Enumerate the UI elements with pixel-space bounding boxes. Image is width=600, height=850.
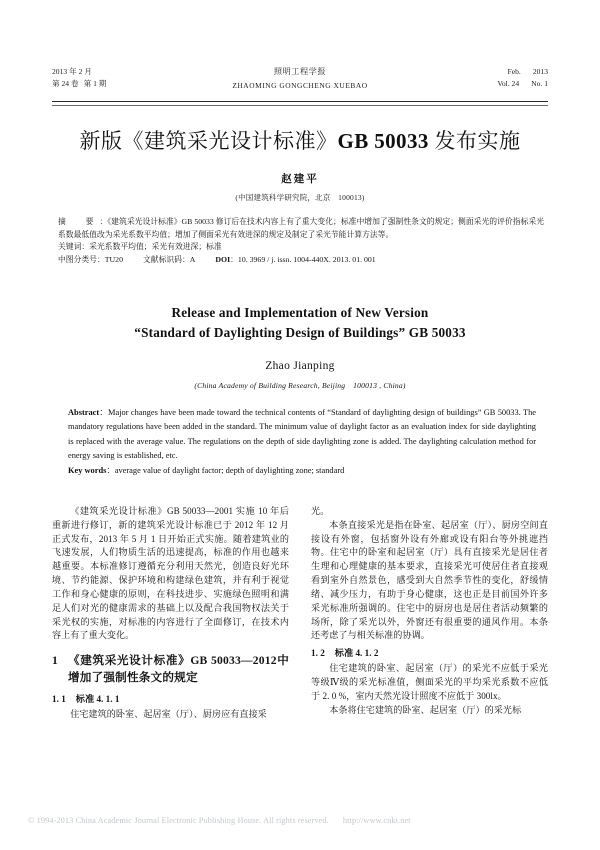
doi-value: ：10. 3969 / j. issn. 1004-440X. 2013. 01. 001	[230, 254, 376, 264]
section-title-1-code: GB 50033—2012	[190, 654, 277, 668]
body-column-left	[52, 505, 289, 795]
year-en: 2013	[532, 67, 548, 76]
author-en: Zhao Jianping	[265, 360, 335, 372]
keywords-label-cn: 关键词	[58, 242, 82, 252]
abstract-block-cn	[58, 216, 544, 267]
doc-code-label: 文献标识码	[142, 254, 182, 264]
title-en-line1: Release and Implementation of New Version	[171, 305, 429, 320]
keywords-cn	[58, 241, 544, 254]
journal-name-cn: 照明工程学报	[273, 67, 327, 76]
paragraph-1-1-body: 住宅建筑的卧室、起居室（厅）、厨房应有直接采	[70, 709, 267, 720]
footer-watermark	[28, 816, 572, 825]
title-cn-prefix: 新版《建筑采光设计标准》	[79, 129, 338, 153]
article-title-en	[52, 303, 548, 344]
subsection-heading-1-2	[311, 647, 548, 661]
keywords-text-cn: ：采光系数平均值；采光有效进深；标准	[81, 242, 222, 252]
issue-date: 2013 年 2 月	[52, 67, 92, 76]
affiliation-cn: (中国建筑科学研究院，北京 100013)	[235, 193, 365, 202]
paragraph-explanation-1-1: 本条直接采光是指在卧室、起居室（厅）、厨房空间直接设有外窗，包括窗外设有外廊或设有阳台等外挑遮挡物。住宅中的卧室和起居室（厅）具有直接采光是居住者生理和心理健康的基本要求，直接采光可使居住者直接观看到室外自然景色，感受到大自然季节性的变化，舒缓情绪、减少压力，有助于身心健康，这也正是目前国外许多采光标准所强调的。住宅中的厨房也是居住者活动频繁的场所，除了采光以外，外窗还有很重要的通风作用。本条还考虑了与相关标准的协调。	[311, 519, 548, 641]
section-number-1: 1	[52, 654, 58, 668]
header-rule	[52, 101, 548, 106]
doc-code-value: ：A	[181, 254, 196, 264]
month-en: Feb.	[507, 67, 521, 76]
title-cn-standard-code: GB 50033	[337, 129, 429, 153]
section-title-1-post: 中增加了强制性条文的规定	[68, 654, 289, 684]
subsection-heading-1-1	[52, 693, 289, 707]
issue-en: No. 1	[531, 78, 548, 88]
abstract-block-en	[68, 406, 536, 478]
running-head	[52, 66, 548, 92]
body-columns	[52, 505, 548, 795]
affiliation-en: (China Academy of Building Research, Beijing 100013 , China)	[194, 381, 406, 390]
abstract-label-en: Abstract	[68, 408, 100, 417]
running-head-left	[52, 66, 182, 90]
title-cn-suffix: 发布实施	[434, 129, 521, 153]
paragraph-intro: 《建筑采光设计标准》GB 50033—2001 实施 10 年后重新进行修订，新的建筑采光设计标准已于 2012 年 12 月正式发布，2013 年 5 月 1 日开始正式实施。随着建筑业的飞速发展，人们物质生活的迅速提高，标准的作用也越来越重要。本标准修订遵循充分利用天然光，创造良好光环境、节约能源、保护环境和构建绿色建筑，并有利于视觉工作和身心健康的原则，在科技进步、实施绿色照明和满足人们对光的健康需求的基础上以及配合我国物权法关于采光权的实施，对标准的内容进行了全面修订，在技术内容上有了重大变化。	[52, 506, 289, 641]
volume-issue-cn	[52, 78, 182, 90]
subsection-number-1-1: 1. 1	[52, 694, 66, 705]
running-head-center	[182, 66, 418, 92]
paragraph-explanation-1-2: 本条将住宅建筑的卧室、起居室（厅）的采光标	[329, 704, 522, 715]
copyright-text: © 1994-2013 China Academic Journal Electronic Publishing House. All rights reserved.	[28, 816, 329, 825]
running-head-right	[418, 66, 548, 90]
classification-row-cn	[58, 254, 544, 267]
journal-name-pinyin: ZHAOMING GONGCHENG XUEBAO	[232, 81, 368, 91]
doi-label: DOI	[215, 254, 231, 264]
paragraph-continuation: 光。	[311, 506, 330, 516]
subsection-title-1-2: 标准 4. 1. 2	[334, 648, 379, 659]
article-title-cn	[52, 128, 548, 155]
section-title-1-pre: 《建筑采光设计标准》	[68, 654, 191, 668]
clc-value: ：TU20	[96, 254, 123, 264]
subsection-number-1-2: 1. 2	[311, 648, 325, 659]
abstract-label-cn: 摘 要	[58, 217, 100, 226]
section-heading-1	[52, 653, 289, 686]
volume-cn: 第 24 卷	[52, 78, 79, 88]
clc-label: 中图分类号	[58, 254, 97, 264]
abstract-text-en: ：Major changes have been made toward the technical contents of “Standard of daylighting design of buildings” GB 50033. The mandatory regulations have been added in the standard. The minimum value of daylight factor as an evaluation index for side daylighting is replaced with the average value. The regulations on the depth of side daylighting zone is added. The daylighting calculation method for energy saving is established, etc.	[68, 408, 536, 461]
title-en-line2: “Standard of Daylighting Design of Buildings” GB 50033	[134, 325, 466, 341]
issue-cn: 第 1 期	[83, 78, 107, 88]
abstract-en	[68, 406, 536, 464]
subsection-title-1-1: 标准 4. 1. 1	[75, 694, 120, 705]
keywords-en	[68, 464, 536, 478]
abstract-text-cn: ：《建筑采光设计标准》GB 50033 修订后在技术内容上有了重大变化；标准中增加了强制性条文的规定；侧面采光的评价指标采光系数最低值改为采光系数平均值；增加了侧面采光有效进深的规定及制定了采光节能计算方法等。	[58, 217, 544, 239]
author-cn: 赵建平	[281, 174, 319, 185]
volume-issue-en	[418, 78, 548, 90]
paragraph-1-2-body: 住宅建筑的卧室、起居室（厅）的采光不应低于采光等级Ⅳ级的采光标准值，侧面采光的平均采光系数不应低于 2. 0 %，室内天然光设计照度不应低于 300lx。	[311, 663, 548, 701]
abstract-cn	[58, 216, 544, 241]
issue-date-en	[418, 66, 548, 78]
volume-en: Vol. 24	[497, 78, 520, 88]
keywords-label-en: Key words	[68, 465, 107, 475]
body-column-right	[311, 505, 548, 795]
section-title-1	[68, 653, 289, 686]
keywords-text-en: ：average value of daylight factor; depth of daylighting zone; standard	[106, 465, 345, 475]
cnki-url: http://www.cnki.net	[342, 816, 411, 825]
